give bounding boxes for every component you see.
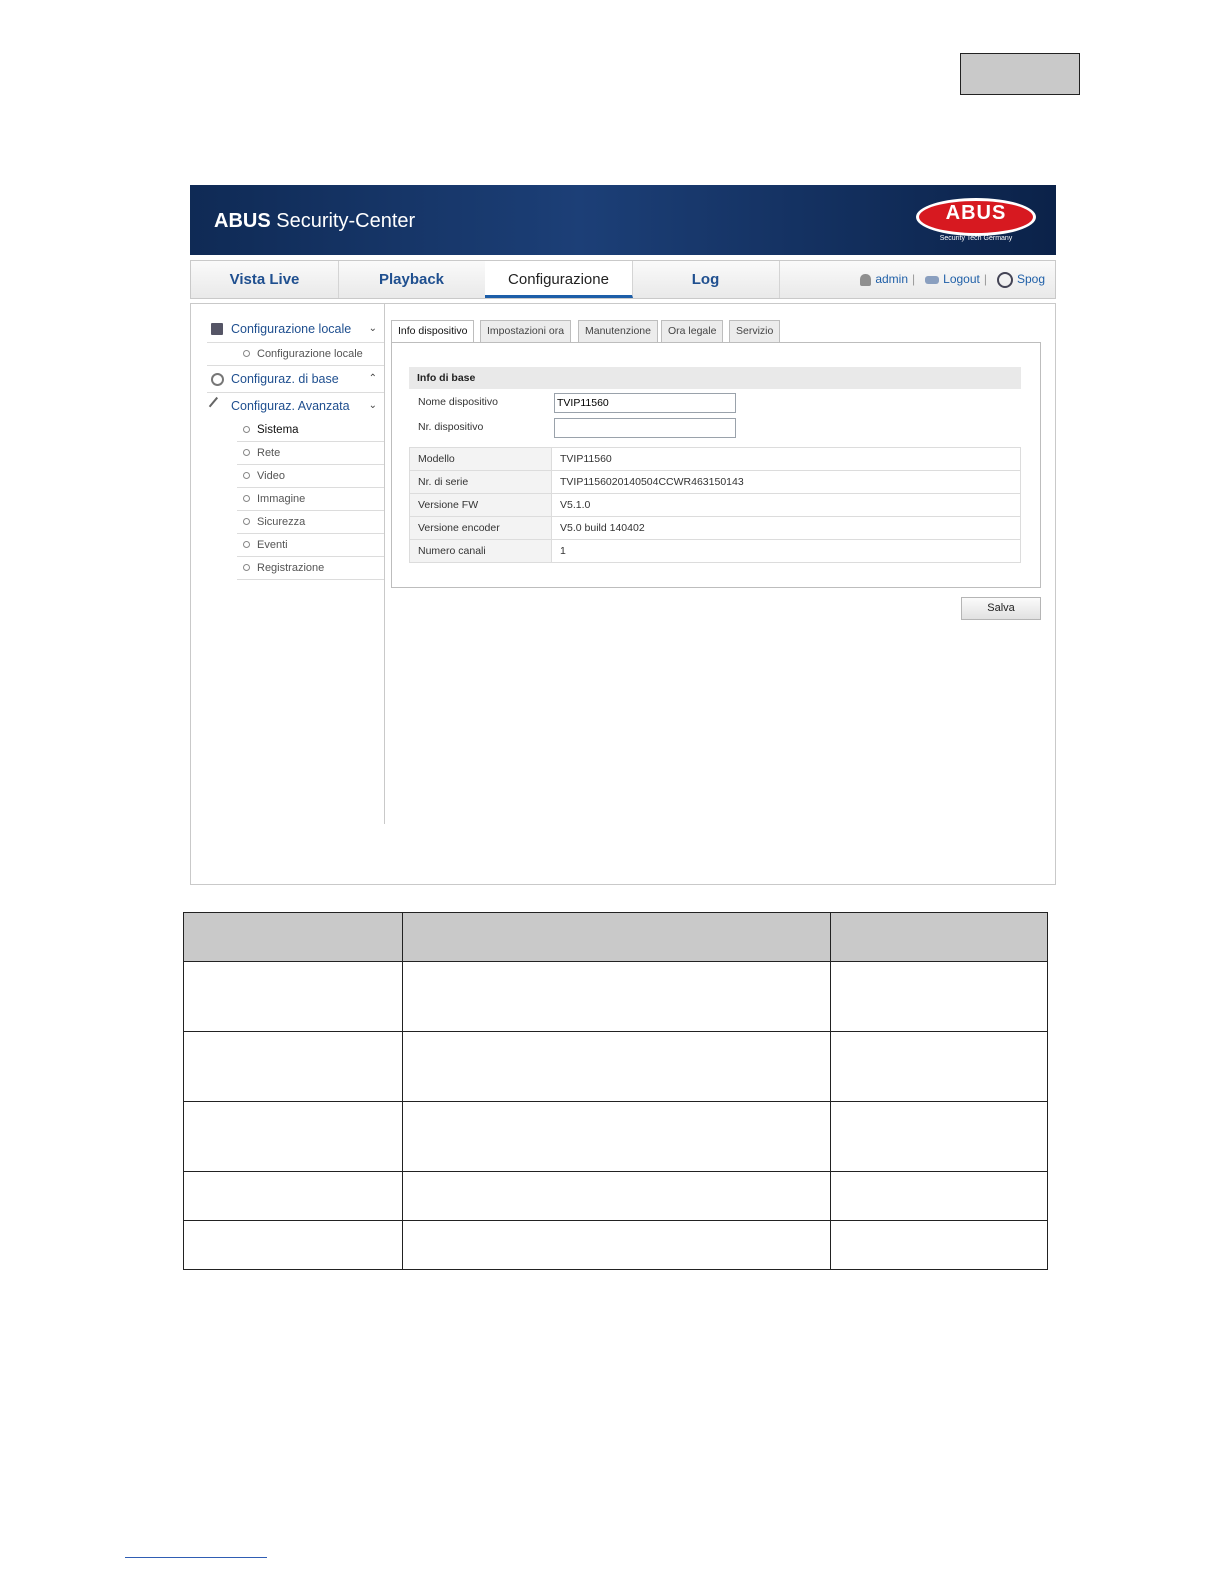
tab-info-dispositivo[interactable]: Info dispositivo [391, 320, 474, 343]
sidebar-section-basic[interactable] [207, 365, 385, 393]
user-area [856, 261, 1045, 298]
sidebar-item-label: Registrazione [257, 562, 325, 574]
separator: | [912, 272, 916, 286]
tab-servizio[interactable]: Servizio [729, 320, 780, 342]
logout-link[interactable]: Logout [943, 272, 980, 286]
info-value: TVIP11560 [552, 448, 1021, 471]
table-row [184, 1032, 1048, 1102]
info-value: V5.0 build 140402 [552, 517, 1021, 540]
app-title: ABUS Security-Center [214, 210, 416, 232]
info-key: Modello [410, 448, 552, 471]
bullet-icon [243, 426, 250, 433]
table-row [184, 1221, 1048, 1270]
sidebar-section-local[interactable] [207, 316, 385, 343]
separator: | [983, 272, 987, 286]
bullet-icon [243, 495, 250, 502]
gear-icon [211, 373, 224, 386]
page-number-box [960, 53, 1080, 95]
table-cell [184, 1102, 403, 1172]
sidebar-item-label: Sicurezza [257, 516, 306, 528]
table-cell [403, 1172, 831, 1221]
sidebar-item-label: Rete [257, 447, 281, 459]
table-cell [403, 1221, 831, 1270]
info-value: TVIP115602014050​4CCWR463150143 [552, 471, 1021, 494]
logout-icon[interactable] [925, 276, 939, 284]
header-cell [184, 913, 403, 962]
tab-impostazioni-ora[interactable]: Impostazioni ora [480, 320, 571, 342]
sidebar-section-label: Configuraz. Avanzata [231, 399, 350, 413]
language-link[interactable]: Spog [1016, 272, 1045, 286]
sidebar-item-label: Sistema [257, 424, 299, 436]
bullet-icon [243, 541, 250, 548]
device-number-input[interactable] [554, 418, 736, 438]
section-title: Info di base [409, 367, 1021, 389]
logo-subtitle: Security Tech Germany [939, 235, 1013, 242]
footer-link-underline [125, 1557, 267, 1558]
tab-log[interactable]: Log [632, 261, 780, 298]
sidebar-section-label: Configuraz. di base [231, 372, 339, 386]
user-name: admin [875, 272, 909, 286]
chevron-down-icon: ⌄ [368, 400, 377, 411]
header-cell [403, 913, 831, 962]
header-banner [190, 185, 1056, 255]
tab-manutenzione[interactable]: Manutenzione [578, 320, 658, 342]
tab-vista-live[interactable]: Vista Live [191, 261, 339, 298]
sidebar-item-rete[interactable] [237, 442, 385, 465]
table-row [410, 540, 1021, 563]
table-cell [184, 1172, 403, 1221]
info-value: 1 [552, 540, 1021, 563]
document-table [183, 912, 1048, 1270]
sidebar-item-configurazione-locale[interactable] [237, 343, 385, 365]
info-key: Numero canali [410, 540, 552, 563]
bullet-icon [243, 564, 250, 571]
table-cell [184, 962, 403, 1032]
bullet-icon [243, 472, 250, 479]
header-cell [831, 913, 1048, 962]
sidebar-divider [384, 304, 385, 824]
info-key: Nr. di serie [410, 471, 552, 494]
tab-configurazione[interactable]: Configurazione [485, 261, 633, 298]
sidebar-item-eventi[interactable] [237, 534, 385, 557]
sidebar-item-immagine[interactable] [237, 488, 385, 511]
device-name-input[interactable] [554, 393, 736, 413]
save-button[interactable]: Salva [961, 597, 1041, 620]
sidebar-item-label: Configurazione locale [257, 348, 363, 360]
device-info-table [409, 447, 1021, 563]
logo-text: ABUS [945, 202, 1007, 224]
chevron-down-icon: ⌄ [368, 323, 377, 334]
main-nav [190, 260, 1056, 299]
sidebar [207, 316, 385, 580]
table-cell [831, 962, 1048, 1032]
screenshot [190, 185, 1056, 885]
table-row [410, 517, 1021, 540]
sidebar-item-label: Immagine [257, 493, 306, 505]
table-row [410, 471, 1021, 494]
sidebar-item-label: Video [257, 470, 285, 482]
wrench-icon [209, 397, 227, 415]
table-row [184, 1172, 1048, 1221]
sidebar-item-sistema[interactable] [237, 419, 385, 442]
info-value: V5.1.0 [552, 494, 1021, 517]
monitor-icon [211, 323, 223, 335]
chevron-up-icon: ⌃ [368, 373, 377, 384]
table-cell [403, 1032, 831, 1102]
table-cell [831, 1172, 1048, 1221]
table-cell [403, 1102, 831, 1172]
table-header-row [184, 913, 1048, 962]
info-key: Versione FW [410, 494, 552, 517]
sidebar-item-label: Eventi [257, 539, 288, 551]
info-key: Versione encoder [410, 517, 552, 540]
sidebar-section-label: Configurazione locale [231, 322, 352, 336]
globe-icon[interactable] [997, 272, 1013, 288]
sidebar-item-video[interactable] [237, 465, 385, 488]
device-name-label: Nome dispositivo [418, 396, 498, 408]
table-cell [831, 1032, 1048, 1102]
tab-ora-legale[interactable]: Ora legale [661, 320, 723, 342]
bullet-icon [243, 518, 250, 525]
bullet-icon [243, 449, 250, 456]
content-area [190, 303, 1056, 885]
table-row [410, 494, 1021, 517]
table-cell [831, 1102, 1048, 1172]
table-row [410, 448, 1021, 471]
sidebar-section-advanced[interactable] [207, 393, 385, 419]
bullet-icon [243, 350, 250, 357]
table-cell [184, 1032, 403, 1102]
table-row [184, 962, 1048, 1032]
user-icon [860, 274, 871, 286]
sidebar-item-registrazione[interactable] [237, 557, 385, 580]
abus-logo [916, 198, 1036, 246]
sidebar-item-sicurezza[interactable] [237, 511, 385, 534]
tab-playback[interactable]: Playback [338, 261, 486, 298]
device-number-label: Nr. dispositivo [418, 421, 484, 433]
table-row [184, 1102, 1048, 1172]
device-info-panel [391, 342, 1041, 588]
table-cell [403, 962, 831, 1032]
table-cell [831, 1221, 1048, 1270]
table-cell [184, 1221, 403, 1270]
